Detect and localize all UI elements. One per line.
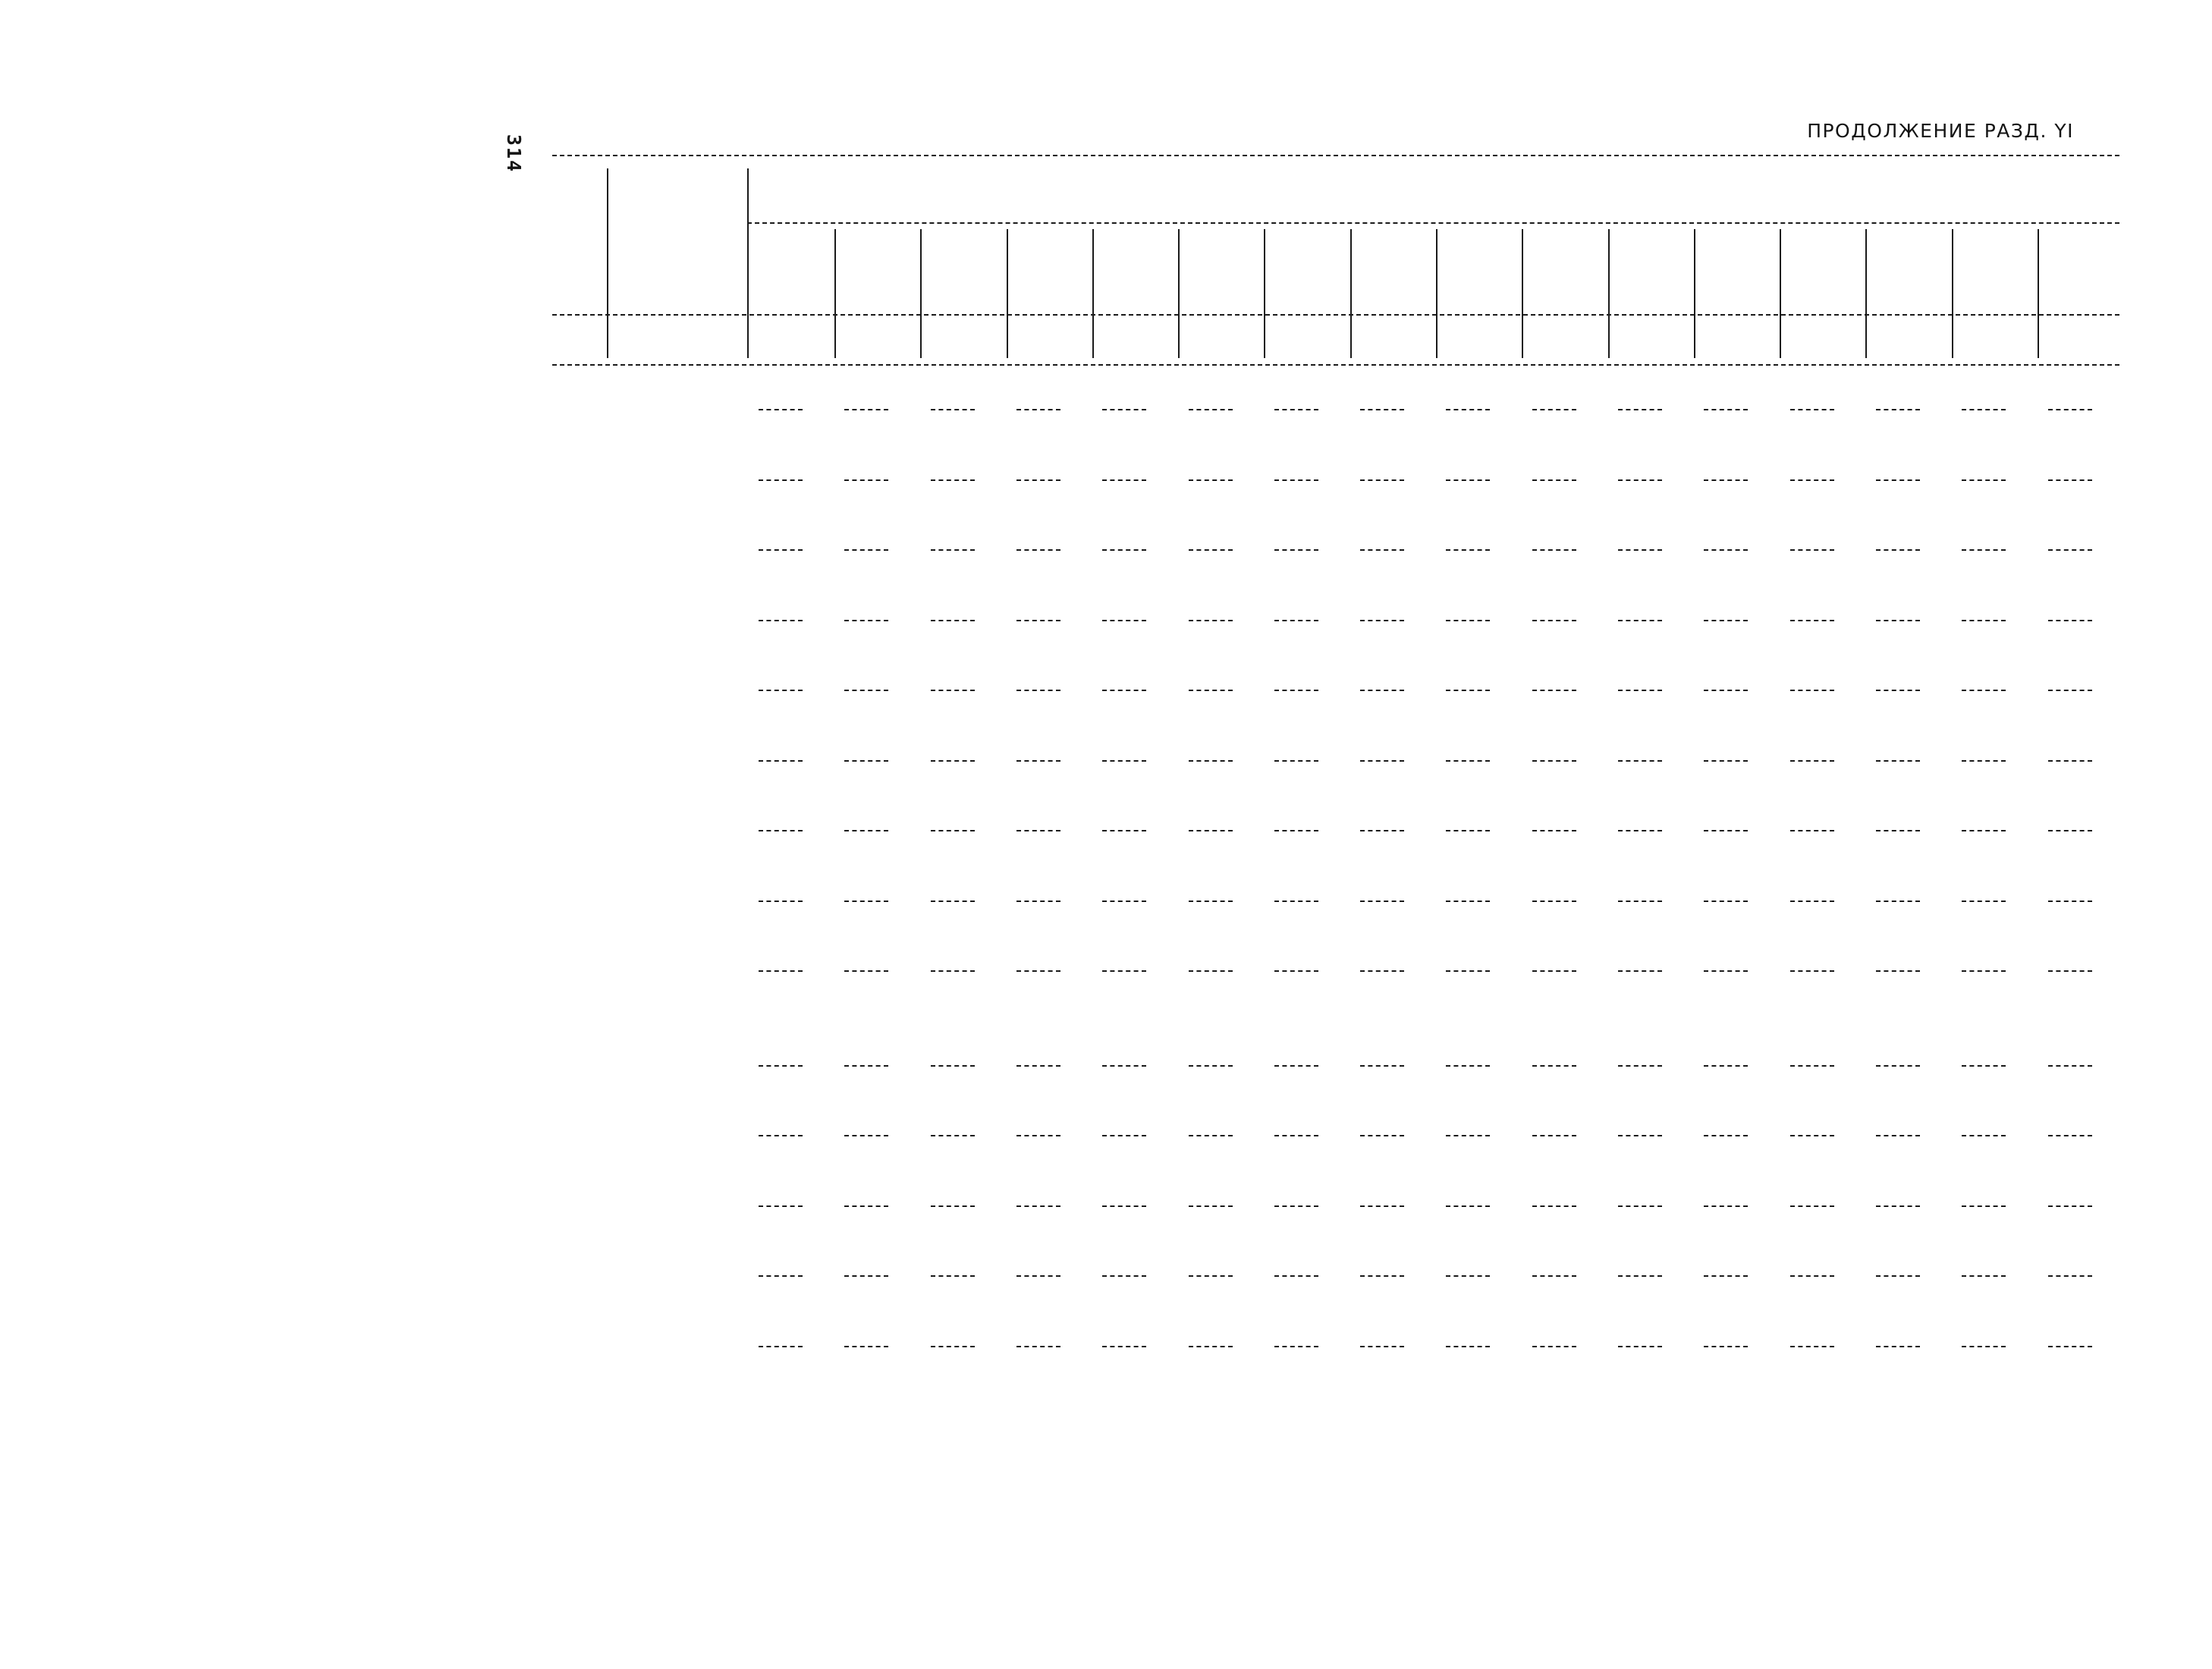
price-divider [1446,620,1490,621]
price-divider [2048,901,2092,902]
price-divider [1102,1275,1146,1277]
price-divider [844,1275,888,1277]
price-divider [1016,901,1060,902]
price-divider [1962,1346,2006,1347]
price-divider [1704,479,1748,481]
column-number-divider [607,328,608,355]
price-divider [1446,1135,1490,1136]
price-divider [1446,1275,1490,1277]
column-number-divider [747,328,749,355]
price-divider [1189,760,1233,762]
price-divider [1618,901,1662,902]
price-divider [1102,901,1146,902]
price-divider [1016,549,1060,551]
price-divider [1189,409,1233,410]
price-divider [1532,549,1576,551]
column-number-divider [1522,328,1523,355]
price-divider [1704,901,1748,902]
price-divider [1618,1135,1662,1136]
price-divider [1360,690,1404,691]
price-divider [1274,620,1318,621]
column-number-divider [1007,328,1008,355]
price-divider [1102,970,1146,972]
price-divider [1102,409,1146,410]
price-divider [759,549,803,551]
price-divider [1189,620,1233,621]
price-divider [1962,1065,2006,1067]
price-divider [1532,690,1576,691]
column-number-divider [834,328,836,355]
price-divider [1618,830,1662,831]
price-divider [1446,1346,1490,1347]
price-divider [1274,1135,1318,1136]
price-divider [931,690,975,691]
price-divider [844,1065,888,1067]
price-divider [1446,549,1490,551]
column-number-divider [1694,328,1695,355]
price-divider [1189,1065,1233,1067]
price-divider [1790,1346,1834,1347]
price-divider [2048,1275,2092,1277]
price-divider [1360,760,1404,762]
price-divider [844,1346,888,1347]
price-divider [1962,830,2006,831]
price-divider [1446,409,1490,410]
price-divider [759,620,803,621]
price-divider [1360,1346,1404,1347]
price-divider [1274,479,1318,481]
column-number-divider [1178,328,1180,355]
price-divider [844,830,888,831]
price-divider [1446,479,1490,481]
price-divider [1016,1135,1060,1136]
price-divider [1618,479,1662,481]
price-divider [759,409,803,410]
price-divider [1360,620,1404,621]
price-divider [1102,1346,1146,1347]
price-divider [1704,620,1748,621]
price-divider [1016,409,1060,410]
price-divider [1016,690,1060,691]
price-divider [1274,549,1318,551]
price-divider [844,620,888,621]
price-divider [1189,549,1233,551]
price-divider [1704,760,1748,762]
price-divider [1618,1275,1662,1277]
price-divider [1962,549,2006,551]
price-divider [1790,479,1834,481]
price-divider [931,1135,975,1136]
price-divider [1274,690,1318,691]
price-divider [1274,409,1318,410]
price-divider [1876,1135,1920,1136]
price-divider [1790,1275,1834,1277]
column-number-divider [1865,328,1867,355]
price-divider [1704,690,1748,691]
price-divider [1360,901,1404,902]
price-divider [2048,409,2092,410]
price-divider [1790,409,1834,410]
price-divider [844,970,888,972]
price-divider [1876,620,1920,621]
price-divider [1102,1135,1146,1136]
price-divider [759,1065,803,1067]
price-divider [2048,760,2092,762]
price-divider [1016,479,1060,481]
price-divider [1962,690,2006,691]
price-divider [759,760,803,762]
column-number-divider [1608,328,1610,355]
price-divider [1102,690,1146,691]
price-divider [1618,1065,1662,1067]
price-divider [1189,970,1233,972]
price-divider [1790,620,1834,621]
price-divider [931,830,975,831]
section-header: ПРОДОЛЖЕНИЕ РАЗД. YI [1807,120,2074,142]
price-divider [1446,760,1490,762]
price-divider [1704,409,1748,410]
header-rule-bottom [552,364,2119,366]
price-divider [1360,1135,1404,1136]
price-divider [759,690,803,691]
price-divider [1016,970,1060,972]
column-number-divider [1952,328,1953,355]
price-divider [1446,901,1490,902]
price-divider [1016,1205,1060,1207]
column-number-divider [2038,328,2039,355]
price-divider [1790,690,1834,691]
price-divider [1618,970,1662,972]
price-divider [844,760,888,762]
price-divider [1876,409,1920,410]
price-divider [844,1205,888,1207]
price-divider [1532,830,1576,831]
price-divider [1360,1065,1404,1067]
price-divider [1016,1346,1060,1347]
price-divider [1962,901,2006,902]
price-divider [1446,690,1490,691]
column-number-divider [920,328,922,355]
price-divider [2048,620,2092,621]
price-divider [1532,970,1576,972]
price-divider [1189,1275,1233,1277]
price-divider [1102,479,1146,481]
price-divider [931,760,975,762]
price-divider [1446,830,1490,831]
column-number-divider [1092,328,1094,355]
price-divider [2048,1065,2092,1067]
price-divider [1274,1065,1318,1067]
price-divider [1016,1275,1060,1277]
price-divider [844,549,888,551]
price-divider [1532,1346,1576,1347]
price-divider [1102,620,1146,621]
price-divider [1962,620,2006,621]
price-divider [1016,1065,1060,1067]
price-divider [1704,970,1748,972]
price-divider [1532,1065,1576,1067]
price-divider [1876,1346,1920,1347]
price-divider [1876,830,1920,831]
price-divider [1446,970,1490,972]
price-divider [1274,1205,1318,1207]
price-divider [844,901,888,902]
price-divider [1704,1135,1748,1136]
price-divider [1876,479,1920,481]
price-divider [1360,479,1404,481]
price-divider [1790,1065,1834,1067]
price-divider [1962,970,2006,972]
column-number-divider [1350,328,1352,355]
price-divider [1704,1346,1748,1347]
price-divider [1189,1135,1233,1136]
price-divider [1704,830,1748,831]
price-divider [1790,901,1834,902]
price-divider [931,479,975,481]
price-divider [1274,760,1318,762]
header-rule-mid [552,314,2119,316]
price-divider [759,970,803,972]
price-divider [2048,1205,2092,1207]
price-divider [931,1346,975,1347]
price-divider [931,1205,975,1207]
price-divider [931,409,975,410]
price-divider [1274,1346,1318,1347]
price-divider [1360,549,1404,551]
price-divider [759,1205,803,1207]
price-divider [1876,1065,1920,1067]
price-divider [1360,830,1404,831]
price-divider [759,1135,803,1136]
price-divider [1876,1275,1920,1277]
price-divider [1274,970,1318,972]
header-rule-top [552,155,2119,156]
price-divider [1102,760,1146,762]
price-divider [1532,620,1576,621]
price-divider [1876,1205,1920,1207]
price-divider [1532,409,1576,410]
price-divider [931,970,975,972]
price-divider [1704,1065,1748,1067]
price-divider [931,1275,975,1277]
price-divider [1532,1135,1576,1136]
price-divider [2048,1346,2092,1347]
page-number: 314 [503,134,526,174]
price-divider [1016,760,1060,762]
price-divider [1962,1135,2006,1136]
price-divider [1790,970,1834,972]
price-divider [1618,1346,1662,1347]
price-divider [1618,760,1662,762]
price-divider [1360,970,1404,972]
price-divider [1876,549,1920,551]
column-number-divider [1436,328,1437,355]
price-divider [1189,690,1233,691]
price-divider [1876,970,1920,972]
price-divider [2048,690,2092,691]
price-divider [1189,1205,1233,1207]
price-divider [2048,970,2092,972]
price-divider [759,1275,803,1277]
price-divider [1532,901,1576,902]
price-divider [1618,620,1662,621]
price-divider [1618,1205,1662,1207]
price-divider [1189,1346,1233,1347]
price-divider [931,620,975,621]
price-divider [844,479,888,481]
price-divider [1618,409,1662,410]
price-divider [1704,1205,1748,1207]
price-divider [2048,479,2092,481]
price-divider [759,479,803,481]
price-divider [1274,830,1318,831]
column-number-divider [1264,328,1265,355]
price-divider [1618,549,1662,551]
price-divider [1962,760,2006,762]
price-divider [1962,1205,2006,1207]
price-divider [844,409,888,410]
price-divider [1016,620,1060,621]
price-divider [1790,549,1834,551]
price-divider [931,549,975,551]
price-divider [2048,549,2092,551]
column-number-divider [1780,328,1781,355]
price-divider [1962,1275,2006,1277]
price-divider [759,830,803,831]
price-divider [759,1346,803,1347]
price-divider [1102,1205,1146,1207]
price-divider [1102,549,1146,551]
price-divider [1790,1135,1834,1136]
header-rule-group [747,222,2119,224]
price-divider [1876,901,1920,902]
price-divider [844,1135,888,1136]
price-divider [1876,690,1920,691]
price-divider [2048,1135,2092,1136]
price-divider [1102,1065,1146,1067]
price-divider [1360,1205,1404,1207]
price-divider [1189,830,1233,831]
price-divider [1532,1205,1576,1207]
price-divider [759,901,803,902]
price-divider [1446,1205,1490,1207]
price-divider [844,690,888,691]
price-divider [1790,760,1834,762]
price-divider [1189,901,1233,902]
price-divider [1962,409,2006,410]
price-divider [1016,830,1060,831]
price-divider [1360,1275,1404,1277]
price-divider [1704,549,1748,551]
price-divider [931,901,975,902]
price-divider [1532,760,1576,762]
price-divider [1790,1205,1834,1207]
price-divider [1876,760,1920,762]
price-divider [1274,901,1318,902]
price-divider [1189,479,1233,481]
price-divider [2048,830,2092,831]
price-divider [1962,479,2006,481]
price-divider [1102,830,1146,831]
price-divider [1704,1275,1748,1277]
price-divider [1618,690,1662,691]
price-divider [1360,409,1404,410]
price-divider [1532,1275,1576,1277]
price-divider [1532,479,1576,481]
price-divider [1446,1065,1490,1067]
price-divider [931,1065,975,1067]
price-divider [1790,830,1834,831]
price-divider [1274,1275,1318,1277]
